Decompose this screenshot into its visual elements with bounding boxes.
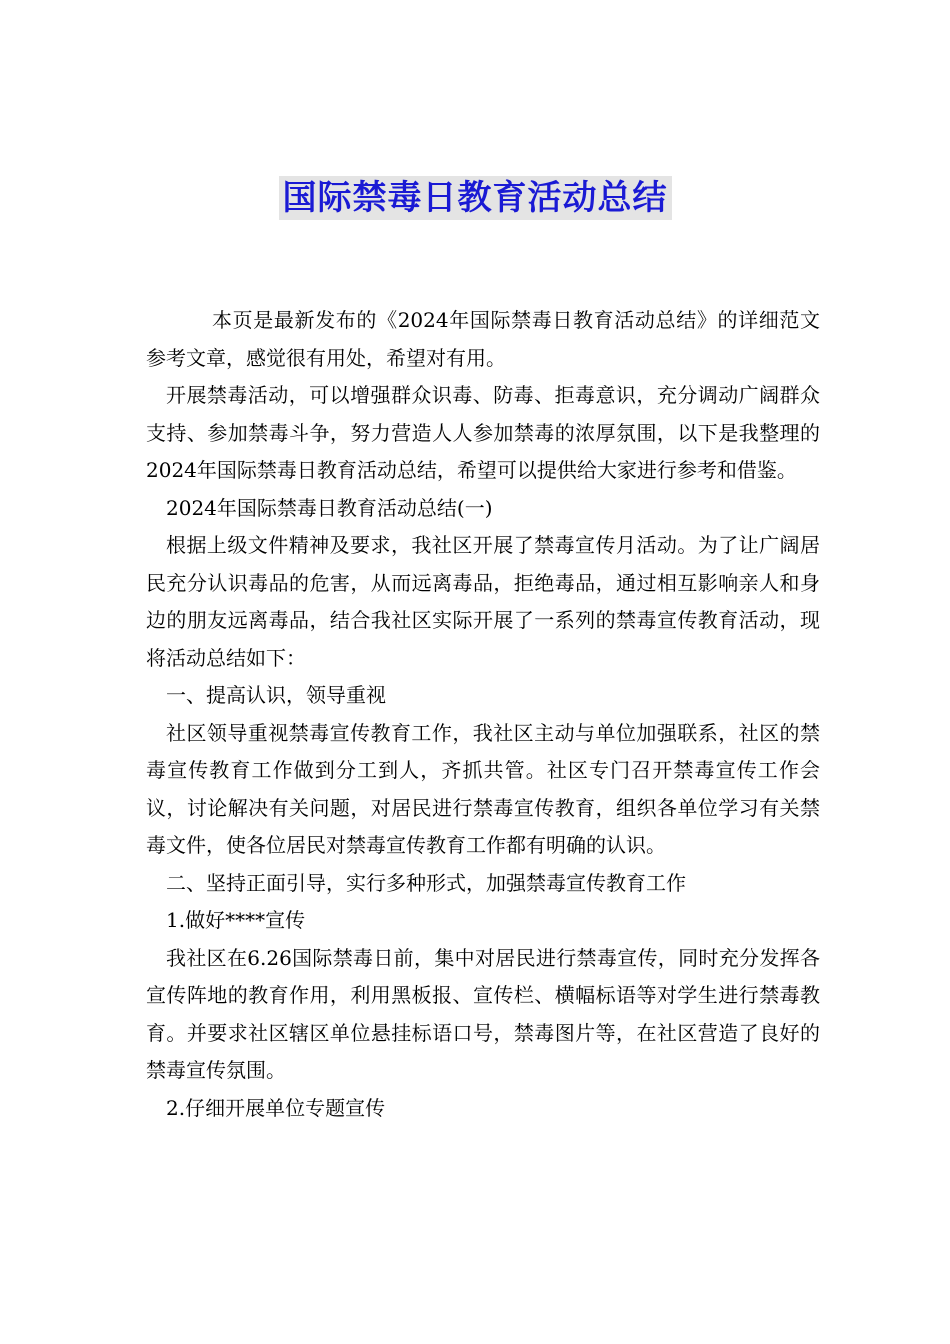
numbered-item: 2.仔细开展单位专题宣传 [166, 1095, 386, 1120]
preface-paragraph: 开展禁毒活动，可以增强群众识毒、防毒、拒毒意识，充分调动广阔群众支持、参加禁毒斗争，努力营造人人参加禁毒的浓厚氛围，以下是我整理的2024年国际禁毒日教育活动总结，希望可以提供给大家进行参考和借鉴。 [146, 383, 820, 482]
section-heading: 2024年国际禁毒日教育活动总结(一) [166, 495, 493, 520]
subheading: 一、提高认识，领导重视 [166, 683, 386, 707]
body-paragraph: 根据上级文件精神及要求，我社区开展了禁毒宣传月活动。为了让广阔居民充分认识毒品的危害，从而远离毒品，拒绝毒品，通过相互影响亲人和身边的朋友远离毒品，结合我社区实际开展了一系列的禁毒宣传教育活动，现将活动总结如下： [146, 533, 820, 670]
subheading: 二、坚持正面引导，实行多种形式，加强禁毒宣传教育工作 [166, 870, 686, 895]
body-paragraph: 社区领导重视禁毒宣传教育工作，我社区主动与单位加强联系，社区的禁毒宣传教育工作做到分工到人，齐抓共管。社区专门召开禁毒宣传工作会议，讨论解决有关问题，对居民进行禁毒宣传教育，组织各单位学习有关禁毒文件，使各位居民对禁毒宣传教育工作都有明确的认识。 [146, 720, 820, 857]
title-container [0, 176, 950, 220]
body-paragraph: 我社区在6.26国际禁毒日前，集中对居民进行禁毒宣传，同时充分发挥各宣传阵地的教育作用，利用黑板报、宣传栏、横幅标语等对学生进行禁毒教育。并要求社区辖区单位悬挂标语口号，禁毒图片等，在社区营造了良好的禁毒宣传氛围。 [146, 945, 820, 1082]
document-body [146, 302, 820, 1127]
numbered-item: 1.做好****宣传 [166, 908, 306, 932]
document-title: 国际禁毒日教育活动总结 [279, 176, 672, 220]
intro-paragraph: 本页是最新发布的《2024年国际禁毒日教育活动总结》的详细范文参考文章，感觉很有用处，希望对有用。 [146, 308, 820, 370]
